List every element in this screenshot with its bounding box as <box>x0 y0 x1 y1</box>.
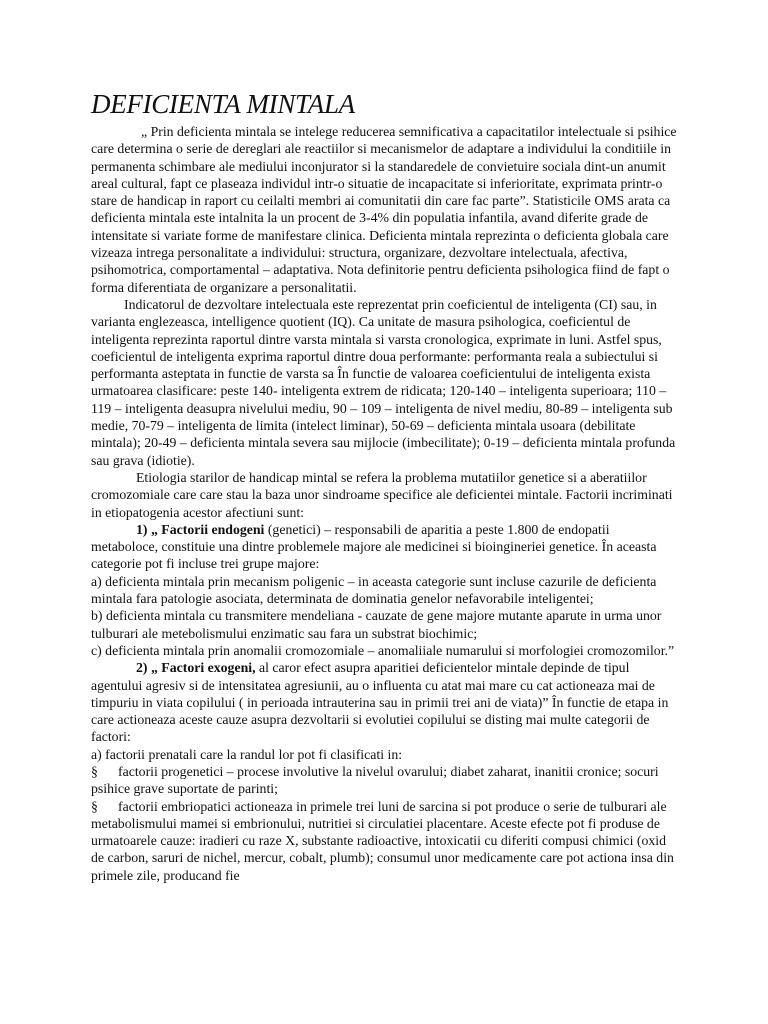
endogenous-heading: 1) „ Factorii endogeni <box>136 521 265 537</box>
bullet-glyph: § <box>91 763 98 779</box>
list-item-b-mendelian: b) deficienta mintala cu transmitere mendeliana - cauzate de gene majore mutante aparute in urma unor tulburari ale metebolismului enzimatic sau fara un substrat biochimic; <box>91 608 662 641</box>
bullet-text: factorii progenetici – procese involutive la nivelul ovarului; diabet zaharat, inanitii cronice; socuri psihice grave suportate de parinti; <box>91 763 659 797</box>
bullet-text: factorii embriopatici actioneaza in primele trei luni de sarcina si pot produce o serie de tulburari ale metabolismului mamei si embrionului, nutritiei si circulatiei placentare. Aceste efecte pot fi produse de urmatoarele cauze: iradieri cu raze X, substante radioactive, intoxicatii cu diferiti compusi chimici (oxid de carbon, saruri de nichel, mercur, cobalt, plumb); consumul unor medicamente care pot actiona insa din primele zile, producand fie <box>91 798 674 883</box>
exogenous-text: al caror efect asupra aparitiei deficientelor mintale depinde de tipul agentului agresiv si de intensitatea agresiunii, au o influenta cu atat mai mare cu cat actioneaza mai de timpuriu in viata copilului ( in perioada intrauterina sau in primii trei ani de viata)” În functie de etapa in care actioneaza aceste cauze asupra dezvoltarii si evolutiei copilului se disting mai multe categorii de factori: <box>91 660 669 745</box>
list-item-a-polygenic: a) deficienta mintala prin mecanism poligenic – in aceasta categorie sunt incluse cazurile de deficienta mintala fara patologie asociata, determinata de dominatia genelor nefavorabile inteligentei; <box>91 573 657 607</box>
paragraph-definition: „ Prin deficienta mintala se intelege reducerea semnificativa a capacitatilor intelectuale si psihice care determina o serie de dereglari ale reactiilor si mecanismelor de adaptare a individului la conditiile in permanenta schimbare ale mediului inconjurator si la standaredele de convietuire sociala dint-un anumit areal cultural, fapt ce plaseaza individul intr-o situatie de incapacitate si inferioritate, exprimata printr-o stare de handicap in raport cu ceilalti membri ai comunitatii din care fac parte”. Statisticile OMS arata ca deficienta mintala este intalnita la un procent de 3-4% din populatia infantila, avand diferite grade de intensitate si variate forme de manifestare clinica. Deficienta mintala reprezinta o deficienta globala care vizeaza intrega personalitate a individului: structura, organizare, dezvoltare intelectuala, afectiva, psihomotrica, comportamental – adaptativa. Nota definitorie pentru deficienta psihologica fiind de fapt o forma diferentiata de organizare a personalitatii. <box>91 124 677 295</box>
paragraph-exogenous <box>91 659 678 745</box>
document-page <box>91 88 678 884</box>
bullet-item-embryopathic <box>91 798 678 884</box>
list-item-c-chromosomal: c) deficienta mintala prin anomalii cromozomiale – anomaliiale numarului si morfologiei cromozomilor.” <box>91 642 675 658</box>
bullet-glyph: § <box>91 798 98 814</box>
endogenous-text: (genetici) – responsabili de aparitia a peste 1.800 de endopatii metaboloce, constituie una dintre problemele majore ale medicinei si bioingineriei genetice. În aceasta categorie pot fi incluse trei grupe majore: <box>91 521 657 572</box>
list-item-a-prenatal: a) factorii prenatali care la randul lor pot fi clasificati in: <box>91 746 403 762</box>
paragraph-endogenous <box>91 521 678 573</box>
paragraph-etiology: Etiologia starilor de handicap mintal se refera la problema mutatiilor genetice si a aberatiilor cromozomiale care care stau la baza unor sindroame specifice ale deficientei mintale. Factorii incriminati in etiopatogenia acestor afectiuni sunt: <box>91 469 673 520</box>
paragraph-iq: Indicatorul de dezvoltare intelectuala este reprezentat prin coeficientul de inteligenta (CI) sau, in varianta englezeasca, intelligence quotient (IQ). Ca unitate de masura psihologica, coeficientul de inteligenta reprezinta raportul dintre varsta mintala si varsta cronologica, exprimate in luni. Astfel spus, coeficientul de inteligenta exprima raportul dintre doua performante: performanta reala a subiectului si performanta asteptata in functie de varsta sa În functie de valoarea coeficientului de inteligenta exista urmatoarea clasificare: peste 140- inteligenta extrem de ridicata; 120-140 – inteligenta superioara; 110 – 119 – inteligenta deasupra nivelului mediu, 90 – 109 – inteligenta de nivel mediu, 80-89 – inteligenta sub medie, 70-79 – inteligenta de limita (intelect liminar), 50-69 – deficienta mintala usoara (debilitate mintala); 20-49 – deficienta mintala severa sau mijlocie (imbecilitate); 0-19 – deficienta mintala profunda sau grava (idiotie). <box>91 296 676 468</box>
exogenous-heading: 2) „ Factori exogeni, <box>136 660 256 676</box>
bullet-item-progenetic <box>91 763 678 798</box>
document-title: DEFICIENTA MINTALA <box>91 89 355 119</box>
